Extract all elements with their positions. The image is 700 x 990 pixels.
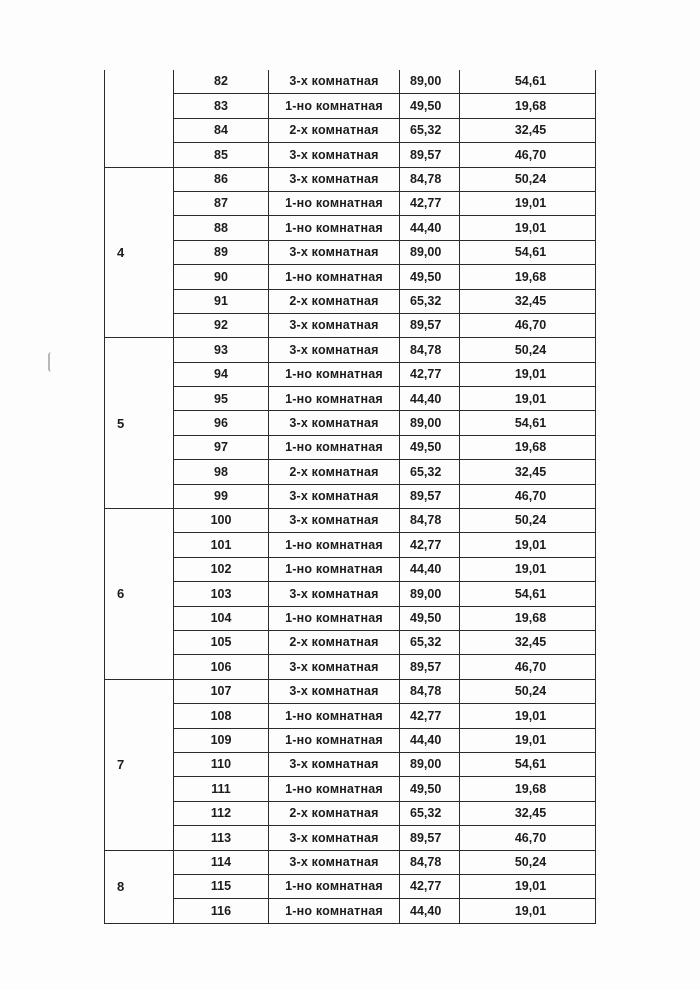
living-area-cell: 19,01 xyxy=(460,533,596,557)
apartment-number-cell: 89 xyxy=(174,240,269,264)
total-area-cell: 84,78 xyxy=(400,509,460,533)
living-area-cell: 50,24 xyxy=(460,850,596,874)
table-row xyxy=(105,826,596,850)
apartment-type-cell: 3-х комнатная xyxy=(269,167,400,191)
living-area-cell: 54,61 xyxy=(460,240,596,264)
apartment-number-cell: 94 xyxy=(174,362,269,386)
apartment-number-cell: 112 xyxy=(174,801,269,825)
table-row xyxy=(105,387,596,411)
living-area-cell: 19,68 xyxy=(460,94,596,118)
total-area-cell: 65,32 xyxy=(400,801,460,825)
total-area-cell: 84,78 xyxy=(400,338,460,362)
total-area-cell: 42,77 xyxy=(400,533,460,557)
total-area-cell: 89,00 xyxy=(400,411,460,435)
apartment-number-cell: 95 xyxy=(174,387,269,411)
apartment-type-cell: 3-х комнатная xyxy=(269,850,400,874)
table-row xyxy=(105,118,596,142)
table-row xyxy=(105,655,596,679)
living-area-cell: 19,01 xyxy=(460,874,596,898)
living-area-cell: 19,01 xyxy=(460,557,596,581)
living-area-cell: 46,70 xyxy=(460,484,596,508)
living-area-cell: 19,68 xyxy=(460,435,596,459)
floor-number-cell: 5 xyxy=(105,338,174,509)
apartment-type-cell: 2-х комнатная xyxy=(269,801,400,825)
apartment-number-cell: 102 xyxy=(174,557,269,581)
table-row xyxy=(105,338,596,362)
apartment-type-cell: 1-но комнатная xyxy=(269,387,400,411)
total-area-cell: 65,32 xyxy=(400,118,460,142)
apartment-type-cell: 3-х комнатная xyxy=(269,582,400,606)
floor-number-cell: 8 xyxy=(105,850,174,923)
total-area-cell: 49,50 xyxy=(400,435,460,459)
living-area-cell: 32,45 xyxy=(460,801,596,825)
total-area-cell: 84,78 xyxy=(400,850,460,874)
apartment-number-cell: 82 xyxy=(174,70,269,94)
apartment-number-cell: 104 xyxy=(174,606,269,630)
total-area-cell: 42,77 xyxy=(400,362,460,386)
living-area-cell: 19,01 xyxy=(460,362,596,386)
table-row xyxy=(105,167,596,191)
apartment-number-cell: 105 xyxy=(174,630,269,654)
apartment-type-cell: 3-х комнатная xyxy=(269,240,400,264)
total-area-cell: 89,00 xyxy=(400,582,460,606)
table-row xyxy=(105,874,596,898)
table-row xyxy=(105,899,596,923)
apartment-number-cell: 100 xyxy=(174,509,269,533)
apartment-type-cell: 3-х комнатная xyxy=(269,509,400,533)
apartment-number-cell: 88 xyxy=(174,216,269,240)
apartment-type-cell: 1-но комнатная xyxy=(269,265,400,289)
apartment-type-cell: 3-х комнатная xyxy=(269,826,400,850)
apartment-number-cell: 114 xyxy=(174,850,269,874)
total-area-cell: 42,77 xyxy=(400,191,460,215)
apartment-number-cell: 113 xyxy=(174,826,269,850)
apartment-number-cell: 108 xyxy=(174,704,269,728)
apartment-type-cell: 1-но комнатная xyxy=(269,533,400,557)
apartment-type-cell: 3-х комнатная xyxy=(269,338,400,362)
table-row xyxy=(105,509,596,533)
total-area-cell: 89,57 xyxy=(400,826,460,850)
apartment-type-cell: 3-х комнатная xyxy=(269,484,400,508)
apartment-table xyxy=(104,70,596,924)
table-row xyxy=(105,70,596,94)
table-row xyxy=(105,777,596,801)
table-row xyxy=(105,728,596,752)
apartment-number-cell: 86 xyxy=(174,167,269,191)
apartment-table-body xyxy=(105,70,596,923)
total-area-cell: 65,32 xyxy=(400,289,460,313)
apartment-number-cell: 85 xyxy=(174,143,269,167)
table-row xyxy=(105,362,596,386)
table-row xyxy=(105,533,596,557)
apartment-type-cell: 2-х комнатная xyxy=(269,289,400,313)
apartment-type-cell: 1-но комнатная xyxy=(269,899,400,923)
living-area-cell: 50,24 xyxy=(460,509,596,533)
apartment-type-cell: 1-но комнатная xyxy=(269,216,400,240)
living-area-cell: 32,45 xyxy=(460,630,596,654)
apartment-type-cell: 1-но комнатная xyxy=(269,704,400,728)
living-area-cell: 32,45 xyxy=(460,460,596,484)
apartment-number-cell: 115 xyxy=(174,874,269,898)
apartment-type-cell: 1-но комнатная xyxy=(269,728,400,752)
apartment-number-cell: 93 xyxy=(174,338,269,362)
apartment-type-cell: 2-х комнатная xyxy=(269,118,400,142)
apartment-number-cell: 91 xyxy=(174,289,269,313)
living-area-cell: 19,01 xyxy=(460,216,596,240)
total-area-cell: 65,32 xyxy=(400,630,460,654)
table-row xyxy=(105,679,596,703)
table-row xyxy=(105,94,596,118)
total-area-cell: 44,40 xyxy=(400,899,460,923)
apartment-type-cell: 1-но комнатная xyxy=(269,777,400,801)
apartment-type-cell: 3-х комнатная xyxy=(269,70,400,94)
apartment-type-cell: 3-х комнатная xyxy=(269,411,400,435)
floor-number-cell: 6 xyxy=(105,509,174,680)
table-row xyxy=(105,752,596,776)
table-row xyxy=(105,630,596,654)
total-area-cell: 49,50 xyxy=(400,94,460,118)
total-area-cell: 89,57 xyxy=(400,143,460,167)
living-area-cell: 19,01 xyxy=(460,191,596,215)
total-area-cell: 49,50 xyxy=(400,606,460,630)
living-area-cell: 54,61 xyxy=(460,70,596,94)
living-area-cell: 19,68 xyxy=(460,777,596,801)
apartment-number-cell: 90 xyxy=(174,265,269,289)
living-area-cell: 32,45 xyxy=(460,289,596,313)
table-row xyxy=(105,216,596,240)
table-row xyxy=(105,557,596,581)
living-area-cell: 19,68 xyxy=(460,265,596,289)
apartment-number-cell: 111 xyxy=(174,777,269,801)
table-row xyxy=(105,240,596,264)
apartment-type-cell: 2-х комнатная xyxy=(269,630,400,654)
living-area-cell: 50,24 xyxy=(460,167,596,191)
total-area-cell: 89,57 xyxy=(400,655,460,679)
apartment-type-cell: 1-но комнатная xyxy=(269,94,400,118)
total-area-cell: 89,57 xyxy=(400,313,460,337)
living-area-cell: 19,01 xyxy=(460,387,596,411)
living-area-cell: 32,45 xyxy=(460,118,596,142)
living-area-cell: 19,01 xyxy=(460,704,596,728)
total-area-cell: 42,77 xyxy=(400,704,460,728)
apartment-type-cell: 3-х комнатная xyxy=(269,679,400,703)
table-row xyxy=(105,265,596,289)
floor-number-cell: 7 xyxy=(105,679,174,850)
apartment-type-cell: 1-но комнатная xyxy=(269,191,400,215)
total-area-cell: 42,77 xyxy=(400,874,460,898)
total-area-cell: 44,40 xyxy=(400,387,460,411)
table-row xyxy=(105,704,596,728)
apartment-type-cell: 1-но комнатная xyxy=(269,362,400,386)
total-area-cell: 89,00 xyxy=(400,70,460,94)
apartment-type-cell: 3-х комнатная xyxy=(269,143,400,167)
table-row xyxy=(105,484,596,508)
apartment-number-cell: 116 xyxy=(174,899,269,923)
table-row xyxy=(105,411,596,435)
apartment-type-cell: 2-х комнатная xyxy=(269,460,400,484)
apartment-number-cell: 83 xyxy=(174,94,269,118)
apartment-type-cell: 1-но комнатная xyxy=(269,435,400,459)
total-area-cell: 84,78 xyxy=(400,679,460,703)
apartment-number-cell: 110 xyxy=(174,752,269,776)
apartment-number-cell: 87 xyxy=(174,191,269,215)
apartment-type-cell: 3-х комнатная xyxy=(269,655,400,679)
table-row xyxy=(105,435,596,459)
apartment-number-cell: 107 xyxy=(174,679,269,703)
apartment-number-cell: 101 xyxy=(174,533,269,557)
table-row xyxy=(105,582,596,606)
table-row xyxy=(105,313,596,337)
table-row xyxy=(105,606,596,630)
apartment-type-cell: 3-х комнатная xyxy=(269,752,400,776)
table-row xyxy=(105,801,596,825)
floor-number-cell: 4 xyxy=(105,167,174,338)
apartment-type-cell: 1-но комнатная xyxy=(269,606,400,630)
table-row xyxy=(105,191,596,215)
total-area-cell: 89,00 xyxy=(400,240,460,264)
living-area-cell: 46,70 xyxy=(460,826,596,850)
total-area-cell: 89,00 xyxy=(400,752,460,776)
living-area-cell: 46,70 xyxy=(460,313,596,337)
table-row xyxy=(105,289,596,313)
living-area-cell: 46,70 xyxy=(460,143,596,167)
apartment-number-cell: 98 xyxy=(174,460,269,484)
living-area-cell: 19,68 xyxy=(460,606,596,630)
total-area-cell: 44,40 xyxy=(400,557,460,581)
floor-number-cell xyxy=(105,70,174,167)
living-area-cell: 50,24 xyxy=(460,679,596,703)
table-row xyxy=(105,460,596,484)
living-area-cell: 19,01 xyxy=(460,899,596,923)
total-area-cell: 44,40 xyxy=(400,728,460,752)
apartment-number-cell: 106 xyxy=(174,655,269,679)
total-area-cell: 49,50 xyxy=(400,777,460,801)
apartment-type-cell: 1-но комнатная xyxy=(269,874,400,898)
total-area-cell: 84,78 xyxy=(400,167,460,191)
total-area-cell: 44,40 xyxy=(400,216,460,240)
apartment-type-cell: 1-но комнатная xyxy=(269,557,400,581)
apartment-number-cell: 84 xyxy=(174,118,269,142)
apartment-number-cell: 99 xyxy=(174,484,269,508)
table-row xyxy=(105,850,596,874)
total-area-cell: 49,50 xyxy=(400,265,460,289)
scan-edge-mark xyxy=(48,352,54,372)
apartment-number-cell: 96 xyxy=(174,411,269,435)
total-area-cell: 89,57 xyxy=(400,484,460,508)
living-area-cell: 54,61 xyxy=(460,411,596,435)
apartment-number-cell: 103 xyxy=(174,582,269,606)
living-area-cell: 46,70 xyxy=(460,655,596,679)
table-row xyxy=(105,143,596,167)
apartment-number-cell: 109 xyxy=(174,728,269,752)
apartment-number-cell: 92 xyxy=(174,313,269,337)
living-area-cell: 54,61 xyxy=(460,582,596,606)
living-area-cell: 19,01 xyxy=(460,728,596,752)
living-area-cell: 50,24 xyxy=(460,338,596,362)
apartment-type-cell: 3-х комнатная xyxy=(269,313,400,337)
apartment-number-cell: 97 xyxy=(174,435,269,459)
total-area-cell: 65,32 xyxy=(400,460,460,484)
living-area-cell: 54,61 xyxy=(460,752,596,776)
